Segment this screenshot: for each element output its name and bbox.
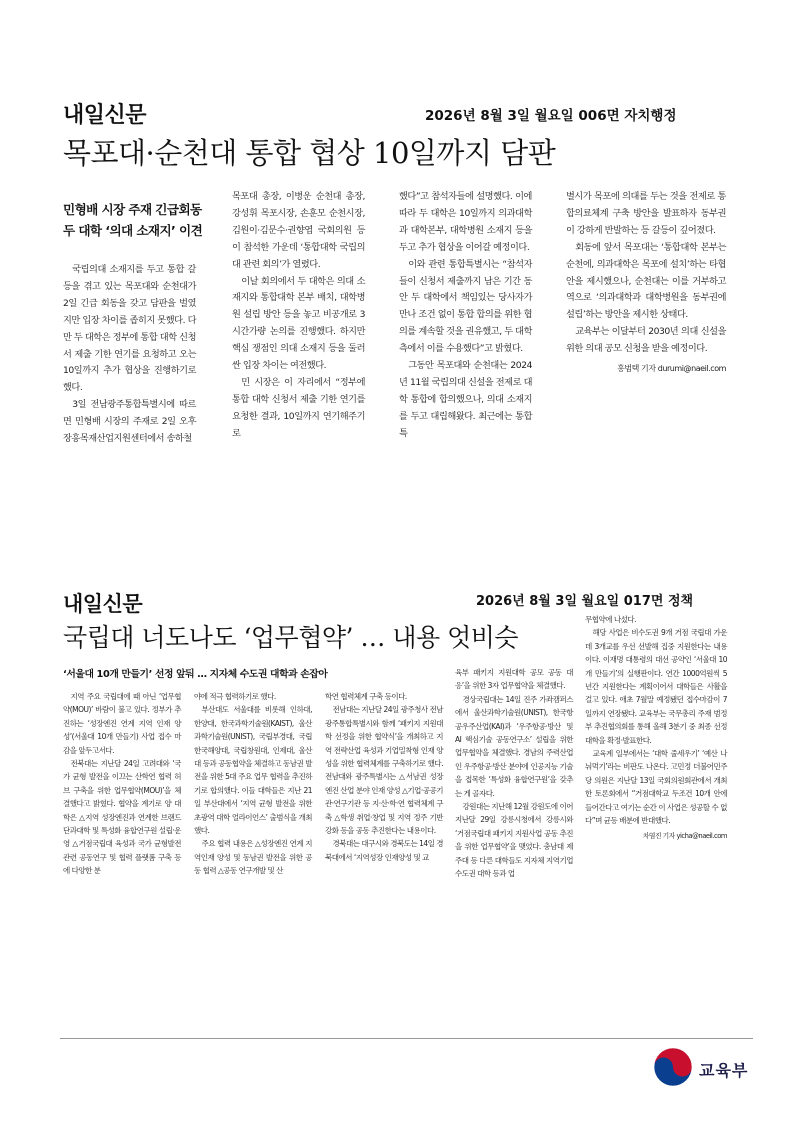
paragraph: 지역 주요 국립대에 때 아닌 ‘업무협약(MOU)’ 바람이 불고 있다. 정부가 추진하는 ‘성장엔진 연계 지역 인재 양성’(서울대 10개 만들기) 사업 접수 마감을 앞두고서다. xyxy=(63,692,181,755)
paragraph: 3일 전남광주통합특별시에 따르면 민형배 시장의 주재로 2일 오후 장흥목재산업지원센터에서 송하철 xyxy=(63,399,196,445)
paragraph: 국립의대 소재지를 두고 통합 갈등을 겪고 있는 목포대와 순천대가 2일 긴급 회동을 갖고 담판을 벌였지만 입장 차이를 좁히지 못했다. 다만 두 대학은 정부에 통합 대학 신청서 제출 기한 연기를 요청하고 오는 10일까지 추가 협상을 진행하기로 했다. xyxy=(63,264,196,394)
dateline: 2026년 8월 3일 월요일 006면 자치행정 xyxy=(425,108,677,124)
paragraph: 강원대는 지난해 12월 강원도에 이어 지난달 29일 강릉시청에서 강릉시와 ‘거점국립대 패키지 지원사업 공동 추진을 위한 업무협약’을 맺었다. 충남대 제주대 등 다른 대학들도 지자체 지역기업 수도권 대학 등과 업 xyxy=(455,802,574,879)
paragraph-continued: 야에 적극 협력하기로 했다. xyxy=(194,692,276,701)
dateline: 2026년 8월 3일 월요일 017면 정책 xyxy=(476,594,694,609)
column-3 xyxy=(399,189,532,443)
paragraph: 교육부는 이달부터 2030년 의대 신설을 위한 의대 공모 신청을 받을 예정이다. xyxy=(566,326,726,355)
column-1 xyxy=(63,262,196,448)
masthead: 내일신문 xyxy=(63,592,143,616)
footer-divider xyxy=(60,1038,753,1039)
paragraph-continued: 했다”고 참석자들에 설명했다. 이에 따라 두 대학은 10일까지 의과대학과 대학본부, 대학병원 소재지 등을 두고 추가 협상을 이어갈 예정이다. xyxy=(399,191,532,253)
paragraph-continued: 학연 협력체계 구축 등이다. xyxy=(325,692,407,701)
paragraph: 회동에 앞서 목포대는 ‘통합대학 본부는 순천에, 의과대학은 목포에 설치’하는 타협안을 제시했으나, 순천대는 이를 거부하고 역으로 ‘의과대학과 대학병원을 동부권에 설립’하는 방안을 제시한 상태다. xyxy=(566,241,726,321)
paragraph: 경북대는 대구시와 경북도는 14일 경북대에서 ‘지역성장 인재양성 및 교 xyxy=(325,839,444,862)
paragraph: 부산대도 서울대를 비롯해 인하대, 한양대, 한국과학기술원(KAIST), 울산과학기술원(UNIST), 국립부경대, 국립한국해양대, 국립창원대, 인제대, 울산대 등과 공동협약을 체결하고 동남권 발전을 위한 5대 주요 업무 협력을 추진하기로 합의했다. 이들 대학들은 지난 21일 부산대에서 ‘지역 균형 발전을 위한 초광역 대학 얼라이언스’ 출범식을 개최했다. xyxy=(194,705,312,836)
paragraph: 이와 관련 통합특별시는 “참석자들이 신청서 제출까지 남은 기간 동안 두 대학에서 책임있는 당사자가 만나 조건 없이 통합 합의를 위한 협의를 계속할 것을 권유했고, 두 대학 측에서 이를 수용했다”고 밝혔다. xyxy=(399,258,532,355)
paragraph: 이날 회의에서 두 대학은 의대 소재지와 통합대학 본부 배치, 대학병원 설립 방안 등을 놓고 비공개로 3시간가량 논의를 진행했다. 하지만 핵심 쟁점인 의대 소재지 등을 둘러싼 입장 차이는 여전했다. xyxy=(232,275,365,372)
column-1 xyxy=(63,690,181,878)
paragraph: 경상국립대는 14일 진주 가좌캠퍼스에서 울산과학기술원(UNIST), 한국항공우주산업(KAI)과 ‘우주항공·방산 및 AI 핵심기술 공동연구소’ 설립을 위한 업무협약을 체결했다. 경남의 주력산업인 우주항공·방산 분야에 인공지능 기술을 접목한 ‘특성화 융합연구원’을 갖추는 게 골자다. xyxy=(455,694,573,798)
paragraph: 주요 협력 내용은 △성장엔진 연계 지역인재 양성 및 동남권 발전을 위한 공동 협력 △공동 연구개발 및 산 xyxy=(194,839,312,876)
subhead xyxy=(63,199,223,241)
column-2 xyxy=(232,189,365,443)
logo-label: 교육부 xyxy=(699,1060,749,1080)
paragraph: 전북대는 지난달 24일 고려대와 ‘국가 균형 발전을 이끄는 산학연 협력 허브 구축을 위한 업무협약(MOU)’을 체결했다고 밝혔다. 협약을 계기로 양 대학은 △지역 성장엔진과 연계한 브랜드 단과대학 및 특성화 융합연구원 설립·운영 △거점국립대 육성과 국가 균형발전 관련 공동연구 및 협력 플랫폼 구축 등에 다양한 분 xyxy=(63,759,181,876)
byline: 차염진 기자 yicha@naeil.com xyxy=(642,831,727,840)
column-3 xyxy=(325,690,443,864)
paragraph: 그동안 목포대와 순천대는 2024년 11월 국립의대 신설을 전제로 대학 통합에 합의했으나, 의대 소재지를 두고 대립해왔다. 최근에는 통합특 xyxy=(399,360,532,439)
masthead: 내일신문 xyxy=(63,103,147,128)
subhead: ‘서울대 10개 만들기’ 선정 앞둬 … 지자체 수도권 대학과 손잡아 xyxy=(63,669,328,680)
headline: 목포대·순천대 통합 협상 10일까지 담판 xyxy=(63,136,556,170)
ministry-logo xyxy=(653,1047,748,1091)
subhead-line: 민형배 시장 주재 긴급회동 xyxy=(63,202,202,217)
column-2 xyxy=(194,690,312,878)
paragraph: 교육계 일부에서는 ‘대학 줄세우기’ ‘예산 나눠먹기’라는 비판도 나온다. 고민정 더불어민주당 의원은 지난달 13일 국회의원회관에서 개최한 토론회에서 “거점대학교 두조건 10개 안에 들어간다고 여기는 순간 이 사업은 성공할 수 없다”며 균등 배분에 반대했다. xyxy=(585,749,727,826)
headline: 국립대 너도나도 ‘업무협약’ … 내용 엇비슷 xyxy=(63,623,519,652)
column-4 xyxy=(455,666,573,881)
paragraph: 전남대는 지난달 24일 광주청사 전남광주통합특별시와 함께 ‘패키지 지원대학 선정을 위한 협약식’을 개최하고 지역 전략산업 육성과 기업밀착형 인재 양성을 위한 협력체계를 구축하기로 했다. 전남대와 광주특별시는 △서남권 성장엔진 산업 분야 인재 양성 △기업·공공기관·연구기관 등 지·산·학·연 협력체계 구축 △학생 취업·창업 및 지역 정주 기반 강화 등을 공동 추진한다는 내용이다. xyxy=(325,705,444,836)
paragraph-continued: 별시가 목포에 의대를 두는 것을 전제로 통합의료체계 구축 방안을 발표하자 동부권이 강하게 반발하는 등 갈등이 깊어졌다. xyxy=(566,191,726,236)
column-4 xyxy=(566,189,726,378)
column-5 xyxy=(585,613,727,843)
taegeuk-icon xyxy=(653,1047,693,1091)
byline: 홍범택 기자 durumi@naeil.com xyxy=(617,364,726,374)
paragraph-continued: 목포대 총장, 이병운 순천대 총장, 강성휘 목포시장, 손훈모 순천시장, 김원이·김문수·권향엽 국회의원 등이 참석한 가운데 ‘통합대학 국립의대 관련 회의’가 열렸다. xyxy=(232,191,365,270)
paragraph-continued: 무협약에 나섰다. xyxy=(585,615,636,624)
paragraph: 해당 사업은 비수도권 9개 거점 국립대 가운데 3개교를 우선 선발해 집중 지원한다는 내용이다. 이재명 대통령의 대선 공약인 ‘서울대 10개 만들기’의 실행판이다. 연간 1000억원씩 5년간 지원한다는 계획이어서 대학들은 사활을 걸고 있다. 애초 7월말 예정됐던 접수마감이 7일까지 연장됐다. 교육부는 국무총리 주재 범정부 추진협의회를 통해 올해 3분기 중 최종 선정 대학을 확정·발표한다. xyxy=(585,628,727,745)
paragraph-continued: 육부 패키지 지원대학 공모 공동 대응’을 위한 3자 업무협약을 체결했다. xyxy=(455,668,573,691)
paragraph: 민 시장은 이 자리에서 “정부에 통합 대학 신청서 제출 기한 연기를 요청한 결과, 10일까지 연기해주기로 xyxy=(232,376,365,439)
subhead-line: 두 대학 ‘의대 소재지’ 이견 xyxy=(63,223,203,238)
